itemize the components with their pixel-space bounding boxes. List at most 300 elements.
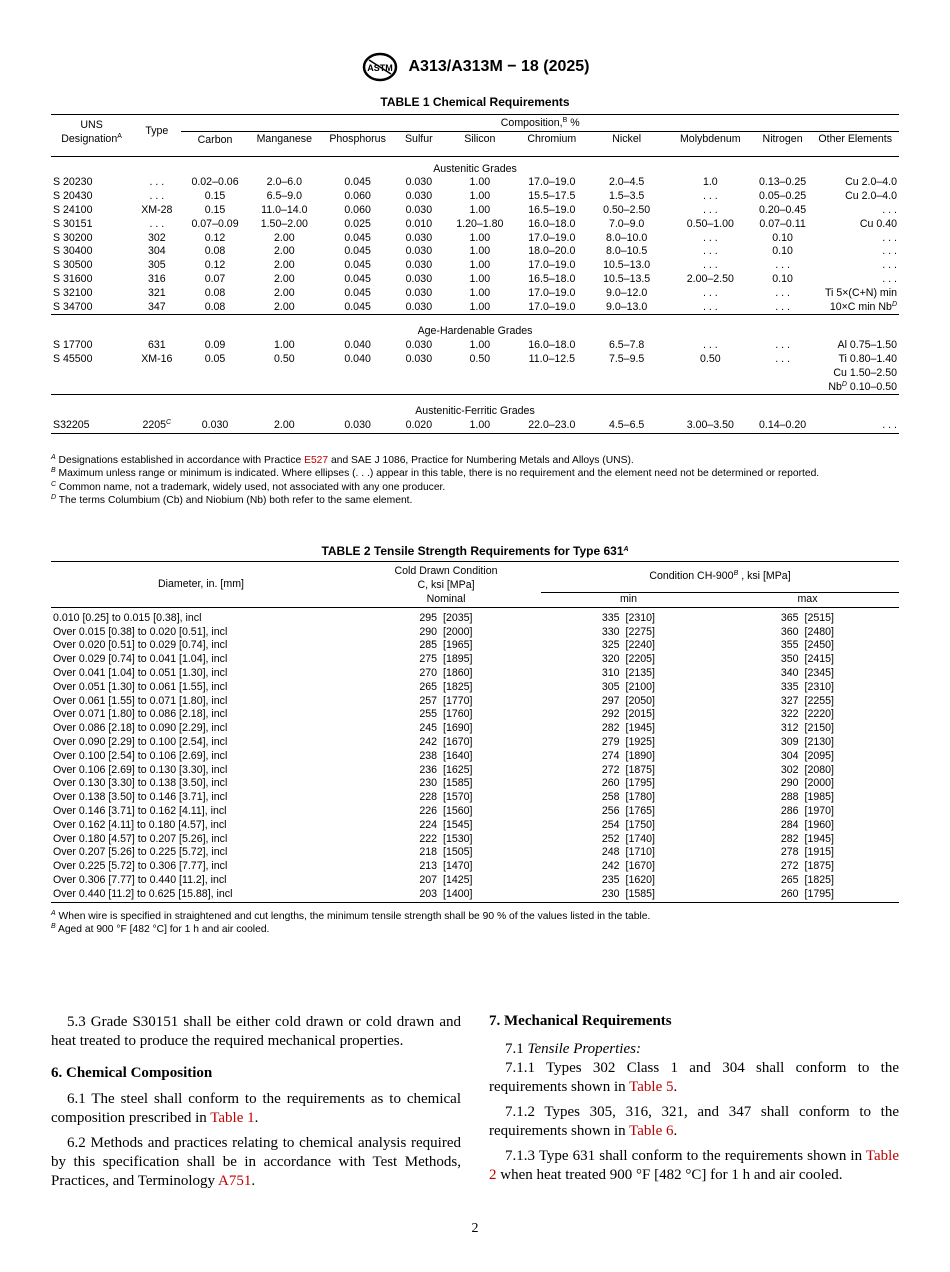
table-cell: 0.05 <box>204 352 226 365</box>
value-cell: 248 [1710] <box>601 846 655 859</box>
table-row <box>51 750 899 764</box>
table-row <box>51 204 899 218</box>
table-cell: 17.0–19.0 <box>528 176 576 189</box>
table-cell: 0.045 <box>344 272 371 285</box>
diameter-cell: Over 0.086 [2.18] to 0.090 [2.29], incl <box>53 722 228 735</box>
table-cell: 17.0–19.0 <box>517 301 586 315</box>
table1-footnotes <box>51 454 911 508</box>
table2-caption: TABLE 2 Tensile Strength Requirements for Type $631^A$ <box>321 544 629 558</box>
table-cell: 2.0–4.5 <box>608 176 645 189</box>
value-cell: 254 [1750] <box>601 818 655 831</box>
table-cell: $Nb^D$ 0.10–0.50 <box>811 381 899 395</box>
value-cell: 327 [2255] <box>780 694 834 707</box>
page-header <box>0 52 950 82</box>
table-cell: S 20430 <box>53 190 93 203</box>
value-cell: 238 [1640] <box>419 749 473 762</box>
col-header: Molybdenum <box>679 132 741 145</box>
link-table-1[interactable]: Table 1 <box>210 1110 255 1126</box>
value-cell: 275 [1895] <box>419 653 473 666</box>
value-cell: 224 [1545] <box>419 818 473 831</box>
value-cell: 258 [1780] <box>601 791 655 804</box>
table-cell: 0.15 <box>204 190 226 203</box>
table-cell: Cu 2.0–4.0 <box>845 190 897 203</box>
table-cell: 22.0–23.0 <box>517 419 586 433</box>
link-table-2[interactable]: Table 2 <box>489 1148 899 1183</box>
table-cell: 302 <box>147 231 166 244</box>
table-cell: 0.12 <box>204 259 226 272</box>
value-cell: 270 [1860] <box>419 667 473 680</box>
table-row <box>51 259 899 273</box>
table-cell: 0.030 <box>405 245 433 258</box>
diameter-cell: Over 0.130 [3.30] to 0.138 [3.50], incl <box>53 777 228 790</box>
table-row <box>51 833 899 847</box>
diameter-cell: Over 0.061 [1.55] to 0.071 [1.80], incl <box>53 694 228 707</box>
diameter-cell: Over 0.041 [1.04] to 0.051 [1.30], incl <box>53 667 228 680</box>
table-row <box>51 353 899 367</box>
table-cell: 0.09 <box>204 339 226 352</box>
nominal-header: Nominal <box>351 593 541 608</box>
table-cell: S 17700 <box>53 339 93 352</box>
section-title: Age-Hardenable Grades <box>417 325 533 338</box>
value-cell: 272 [1875] <box>601 763 655 776</box>
table-cell: 0.50–2.50 <box>603 203 651 216</box>
table-row <box>51 805 899 819</box>
table-cell: 0.13–0.25 <box>759 176 807 189</box>
table-cell: 7.0–9.0 <box>608 217 645 230</box>
col-header: Carbon <box>197 133 233 146</box>
table-cell: . . . <box>775 352 790 365</box>
table-cell: . . . <box>702 203 718 216</box>
table-cell: 7.5–9.5 <box>608 352 645 365</box>
table-row <box>51 176 899 190</box>
value-cell: 292 [2015] <box>601 708 655 721</box>
table-cell: 0.07 <box>204 272 226 285</box>
value-cell: 252 [1740] <box>601 832 655 845</box>
value-cell: 330 [2275] <box>601 625 655 638</box>
table-cell: Cu 2.0–4.0 <box>845 176 897 189</box>
table-row <box>51 764 899 778</box>
table-row-continuation <box>51 381 899 395</box>
value-cell: 235 [1620] <box>601 874 655 887</box>
link-table-5[interactable]: Table 5 <box>629 1079 674 1095</box>
table-cell: 321 <box>147 286 166 299</box>
table-cell: 1.00 <box>469 190 491 203</box>
table-cell: . . . <box>775 339 790 352</box>
col-header: Phosphorus <box>329 132 386 145</box>
table-cell: 0.08 <box>181 301 248 315</box>
table-cell: 0.07–0.11 <box>759 217 806 230</box>
value-cell: 310 [2135] <box>601 667 655 680</box>
value-cell: 265 [1825] <box>419 680 473 693</box>
diameter-cell: Over 0.100 [2.54] to 0.106 [2.69], incl <box>53 749 228 762</box>
min-header: min <box>541 593 716 608</box>
table-cell: . . . <box>882 245 897 258</box>
value-cell: 350 [2415] <box>780 653 834 666</box>
table-row <box>51 695 899 709</box>
table-cell: S 30200 <box>53 231 93 244</box>
table-cell: 16.0–18.0 <box>528 217 576 230</box>
table-cell: . . . <box>882 272 897 285</box>
footnote-a: $^A$ When wire is specified in straightened and cut lengths, the minimum tensile strength shall be 90 % of the values listed in the table. <box>51 910 651 922</box>
value-cell: 312 [2150] <box>780 722 834 735</box>
table-cell: . . . <box>702 286 718 299</box>
value-cell: 360 [2480] <box>780 625 834 638</box>
diameter-cell: 0.010 [0.25] to 0.015 [0.38], incl <box>53 611 202 624</box>
table-cell: 0.030 <box>405 272 433 285</box>
table-cell: . . . <box>882 259 897 272</box>
table-cell: 0.50–1.00 <box>686 217 734 230</box>
table-cell: 0.030 <box>405 190 433 203</box>
table-cell: 1.00 <box>469 245 491 258</box>
table-cell: 2.00 <box>273 245 295 258</box>
table-cell: . . . <box>775 259 790 272</box>
table-cell: . . . <box>702 339 718 352</box>
col-header: Manganese <box>256 132 312 145</box>
value-cell: 355 [2450] <box>780 639 834 652</box>
table-cell: 0.15 <box>204 203 226 216</box>
table-cell: S 30151 <box>53 217 93 230</box>
value-cell: 274 [1890] <box>601 749 655 762</box>
table-cell: 16.5–19.0 <box>528 203 576 216</box>
table-cell: 0.040 <box>344 352 371 365</box>
table-cell: 4.5–6.5 <box>586 419 667 433</box>
table-cell: 0.08 <box>204 245 226 258</box>
table-cell: 0.030 <box>405 203 433 216</box>
table-cell: Al 0.75–1.50 <box>837 339 897 352</box>
table-cell: 1.5–3.5 <box>608 190 645 203</box>
table-cell: . . . <box>702 245 718 258</box>
table-cell: 2.00 <box>249 301 320 315</box>
table-cell: 2.00 <box>273 259 295 272</box>
value-cell: 305 [2100] <box>601 680 655 693</box>
value-cell: 278 [1915] <box>780 846 834 859</box>
table-cell: 0.50 <box>273 352 295 365</box>
table-cell: 6.5–9.0 <box>266 190 302 203</box>
table-cell: . . . <box>667 301 754 315</box>
table-cell: 1.00 <box>442 419 517 433</box>
table-cell: . . . <box>882 231 897 244</box>
table-cell: 631 <box>147 339 166 352</box>
table-cell: 0.50 <box>469 352 491 365</box>
section-7-title: 7. Mechanical Requirements <box>489 1013 672 1029</box>
table-row <box>51 888 899 902</box>
diameter-cell: Over 0.306 [7.77] to 0.440 [11.2], incl <box>53 874 227 887</box>
value-cell: 245 [1690] <box>419 722 473 735</box>
footnote-b: $^B$ Maximum unless range or minimum is indicated. Where ellipses (. . .) appear in this table, there is no requirement and the element need not be determined or reported. <box>51 467 820 480</box>
table-cell: 10.5–13.5 <box>603 272 651 285</box>
table-cell: 15.5–17.5 <box>528 190 576 203</box>
diameter-cell: Over 0.180 [4.57] to 0.207 [5.26], incl <box>53 832 228 845</box>
uns-header: UNS Designation$^A$ <box>51 115 132 148</box>
value-cell: 207 [1425] <box>419 874 473 887</box>
table-cell: 347 <box>132 301 181 315</box>
col-header: Chromium <box>527 132 577 145</box>
section-title: Austenitic-Ferritic Grades <box>415 405 535 418</box>
table-cell: 0.02–0.06 <box>191 176 239 189</box>
table-cell: 0.045 <box>344 245 371 258</box>
footnote-b: $^B$ Aged at 900 °F [482 °C] for 1 h and air cooled. <box>51 923 270 936</box>
table-cell: 0.030 <box>405 286 433 299</box>
paragraph-6-2: 6.2 Methods and practices relating to chemical analysis required by this specification shall be in accordance with Test Methods, Practices, and Terminology A751. <box>51 1135 461 1189</box>
diameter-cell: Over 0.106 [2.69] to 0.130 [3.30], incl <box>53 763 228 776</box>
value-cell: 260 [1795] <box>716 888 899 902</box>
astm-logo-icon <box>361 52 399 82</box>
paragraph-6-1: 6.1 The steel shall conform to the requirements as to chemical composition prescribed in Table 1. <box>51 1091 461 1126</box>
value-cell: 203 [1400] <box>351 888 541 902</box>
value-cell: 309 [2130] <box>780 736 834 749</box>
table-cell: 0.020 <box>395 419 442 433</box>
table-row <box>51 846 899 860</box>
value-cell: 256 [1765] <box>601 805 655 818</box>
table-row <box>51 681 899 695</box>
value-cell: 322 [2220] <box>780 708 834 721</box>
paragraph-7-1-2: 7.1.2 Types 305, 316, 321, and 347 shall conform to the requirements shown in Table 6. <box>489 1104 899 1139</box>
table2-footnotes <box>51 910 911 937</box>
diameter-cell: Over 0.090 [2.29] to 0.100 [2.54], incl <box>53 736 228 749</box>
table-cell: 0.030 <box>181 419 248 433</box>
table1-caption: TABLE 1 Chemical Requirements <box>380 95 570 109</box>
value-cell: 257 [1770] <box>419 694 473 707</box>
table-row <box>51 639 899 653</box>
table-cell: XM-28 <box>141 203 173 216</box>
table-cell: . . . <box>702 231 718 244</box>
value-cell: 228 [1570] <box>419 791 473 804</box>
table-cell: 11.0–12.5 <box>528 352 575 365</box>
chemical-requirements-table <box>51 114 899 434</box>
link-table-6[interactable]: Table 6 <box>629 1123 674 1139</box>
max-header: max <box>716 593 899 608</box>
table-cell: 0.045 <box>320 301 395 315</box>
table-row <box>51 860 899 874</box>
table-cell: . . . <box>149 190 165 203</box>
value-cell: 288 [1985] <box>780 791 834 804</box>
value-cell: 365 [2515] <box>780 611 834 624</box>
value-cell: 260 [1795] <box>601 777 655 790</box>
table-row <box>51 791 899 805</box>
table-cell: . . . <box>702 190 718 203</box>
table-cell: 0.05–0.25 <box>759 190 807 203</box>
diameter-cell: Over 0.029 [0.74] to 0.041 [1.04], incl <box>53 653 228 666</box>
value-cell: 218 [1505] <box>419 846 473 859</box>
table-row <box>51 626 899 640</box>
diameter-cell: Over 0.146 [3.71] to 0.162 [4.11], incl <box>53 805 227 818</box>
value-cell: 242 [1670] <box>601 860 655 873</box>
value-cell: 325 [2240] <box>601 639 655 652</box>
diameter-cell: Over 0.440 [11.2] to 0.625 [15.88], incl <box>51 888 351 902</box>
diameter-cell: Over 0.020 [0.51] to 0.029 [0.74], incl <box>53 639 228 652</box>
table-row <box>51 273 899 287</box>
table-cell: 2.00 <box>273 286 295 299</box>
table-row <box>51 667 899 681</box>
col-header: Sulfur <box>404 132 433 145</box>
col-header: Other Elements <box>818 132 892 145</box>
page-number: 2 <box>471 1221 479 1236</box>
footnote-c: $^C$ Common name, not a trademark, widely used, not associated with any one producer. <box>51 480 446 493</box>
table-cell: S 45500 <box>53 352 93 365</box>
value-cell: 290 [2000] <box>419 625 473 638</box>
right-column <box>489 1013 899 1191</box>
value-cell: 320 [2205] <box>601 653 655 666</box>
table-cell: 1.00 <box>469 203 491 216</box>
table-cell: 1.00 <box>469 339 491 352</box>
type-header: Type <box>132 115 181 148</box>
table-cell: 0.045 <box>344 176 371 189</box>
diameter-cell: Over 0.051 [1.30] to 0.061 [1.55], incl <box>53 680 228 693</box>
table-cell: . . . <box>775 286 790 299</box>
value-cell: 335 [2310] <box>780 680 834 693</box>
table-cell: . . . <box>811 419 899 433</box>
value-cell: 255 [1760] <box>419 708 473 721</box>
table-cell: 17.0–19.0 <box>528 286 576 299</box>
table-cell: S 34700 <box>51 301 132 315</box>
table-cell: 1.20–1.80 <box>456 217 504 230</box>
paragraph-7-1-3: 7.1.3 Type 631 shall conform to the requirements shown in Table 2 when heat treated 900 °F [482 °C] for 1 h and air cooled. <box>489 1148 899 1183</box>
table-cell: 1.00 <box>273 339 295 352</box>
value-cell: 242 [1670] <box>419 736 473 749</box>
link-a751[interactable]: A751 <box>217 1173 252 1189</box>
header-rule <box>51 148 899 157</box>
value-cell: 226 [1560] <box>419 805 473 818</box>
table-cell: Ti 0.80–1.40 <box>838 352 897 365</box>
table-cell: S 24100 <box>53 203 93 216</box>
table-cell: . . . <box>149 176 165 189</box>
table-row <box>51 722 899 736</box>
table-cell: Cu 0.40 <box>859 217 897 230</box>
table-cell: S 30500 <box>53 259 93 272</box>
table-row <box>51 232 899 246</box>
diameter-cell: Over 0.207 [5.26] to 0.225 [5.72], incl <box>53 846 228 859</box>
table-cell: 10.5–13.0 <box>603 259 651 272</box>
table-row <box>51 218 899 232</box>
table-cell: 0.060 <box>344 203 371 216</box>
condition-header: Condition $CH-900^B$ , ksi [MPa] <box>541 562 899 593</box>
table-cell: 8.0–10.0 <box>606 231 648 244</box>
table1-body <box>51 156 899 433</box>
table2-body <box>51 607 899 902</box>
value-cell: 302 [2080] <box>780 763 834 776</box>
table-cell: 2.00–2.50 <box>686 272 734 285</box>
link-e527[interactable]: E527 <box>304 455 329 466</box>
table-cell: 17.0–19.0 <box>528 259 576 272</box>
col-header: Nickel <box>612 132 642 145</box>
table-row <box>51 245 899 259</box>
table-cell: S 32100 <box>53 286 93 299</box>
table-row <box>51 874 899 888</box>
table-cell: 3.00–3.50 <box>667 419 754 433</box>
table-row <box>51 736 899 750</box>
value-cell: 279 [1925] <box>601 736 655 749</box>
table-row <box>51 653 899 667</box>
table-cell: 0.14–0.20 <box>754 419 812 433</box>
table-cell: 316 <box>147 272 166 285</box>
table-cell: Cu 1.50–2.50 <box>833 366 897 379</box>
table-cell: 0.030 <box>320 419 395 433</box>
table-cell: 16.5–18.0 <box>528 272 576 285</box>
table-cell: 0.045 <box>344 259 371 272</box>
diameter-cell: Over 0.162 [4.11] to 0.180 [4.57], incl <box>53 818 227 831</box>
section-title: Austenitic Grades <box>433 162 517 175</box>
table-row <box>51 777 899 791</box>
table-cell: 0.025 <box>344 217 371 230</box>
table-cell: S32205 <box>51 419 132 433</box>
table-cell: 9.0–13.0 <box>586 301 667 315</box>
value-cell: 285 [1965] <box>419 639 473 652</box>
value-cell: 297 [2050] <box>601 694 655 707</box>
table-cell: 0.030 <box>405 231 433 244</box>
table-cell: 0.08 <box>204 286 226 299</box>
table-cell: 0.030 <box>405 339 433 352</box>
table-cell: 1.00 <box>469 176 491 189</box>
table-cell: 9.0–12.0 <box>606 286 648 299</box>
paragraph-7-1-1: 7.1.1 Types 302 Class 1 and 304 shall conform to the requirements shown in Table 5. <box>489 1060 899 1095</box>
table-row <box>51 607 899 625</box>
diameter-cell: Over 0.015 [0.38] to 0.020 [0.51], incl <box>53 625 228 638</box>
diameter-cell: Over 0.225 [5.72] to 0.306 [7.77], incl <box>53 860 228 873</box>
table-cell: 0.50 <box>700 352 721 365</box>
value-cell: 230 [1585] <box>419 777 473 790</box>
diameter-header: Diameter, in. [mm] <box>51 562 351 608</box>
value-cell: 265 [1825] <box>780 874 834 887</box>
table-cell: 16.0–18.0 <box>528 339 576 352</box>
table-row <box>51 301 899 315</box>
value-cell: 340 [2345] <box>780 667 834 680</box>
table-cell: . . . <box>882 203 897 216</box>
table-cell: $2205^C$ <box>132 419 181 433</box>
table-cell: Ti 5×(C+N) min <box>824 286 897 299</box>
table-cell: 6.5–7.8 <box>608 339 645 352</box>
table-cell: 8.0–10.5 <box>606 245 648 258</box>
table-cell: 0.030 <box>405 259 433 272</box>
table-cell: 2.00 <box>273 231 295 244</box>
value-cell: 282 [1945] <box>780 832 834 845</box>
table-row <box>51 339 899 353</box>
table-cell: 1.00 <box>469 231 491 244</box>
table-cell: 1.00 <box>469 286 491 299</box>
table-row <box>51 287 899 301</box>
table-cell: S 30400 <box>53 245 93 258</box>
value-cell: 335 [2310] <box>601 611 655 624</box>
table-cell: 1.50–2.00 <box>260 217 308 230</box>
table-cell: 1.00 <box>469 259 491 272</box>
table-row <box>51 819 899 833</box>
table-row <box>51 419 899 433</box>
table-cell: . . . <box>149 217 165 230</box>
cold-drawn-header: Cold Drawn Condition C, ksi [MPa] <box>351 562 541 593</box>
table-row <box>51 708 899 722</box>
table-cell: 1.0 <box>702 176 718 189</box>
table-cell: 18.0–20.0 <box>528 245 576 258</box>
footnote-a: $^A$ Designations established in accordance with Practice E527 and SAE J 1086, Practice for Numbering Metals and Alloys (UNS). <box>51 454 634 466</box>
table-cell: 0.10 <box>772 245 793 258</box>
table-cell: 304 <box>147 245 166 258</box>
composition-header: Composition,$^B$ % <box>181 115 899 132</box>
table-cell: 0.12 <box>204 231 226 244</box>
table-cell: 2.00 <box>249 419 320 433</box>
footnote-d: $^D$ The terms Columbium (Cb) and Niobium (Nb) both refer to the same element. <box>51 494 413 507</box>
table-cell: 11.0–14.0 <box>261 203 308 216</box>
col-header: Silicon <box>464 132 496 145</box>
tensile-strength-table <box>51 561 899 903</box>
left-column <box>51 1013 461 1197</box>
table-cell: 305 <box>147 259 166 272</box>
table-cell: 0.060 <box>344 190 371 203</box>
svg-text:ASTM: ASTM <box>366 63 393 73</box>
table-cell: S 20230 <box>53 176 93 189</box>
value-cell: 222 [1530] <box>419 832 473 845</box>
table-cell: S 31600 <box>53 272 93 285</box>
value-cell: 230 [1585] <box>541 888 716 902</box>
diameter-cell: Over 0.071 [1.80] to 0.086 [2.18], incl <box>53 708 228 721</box>
